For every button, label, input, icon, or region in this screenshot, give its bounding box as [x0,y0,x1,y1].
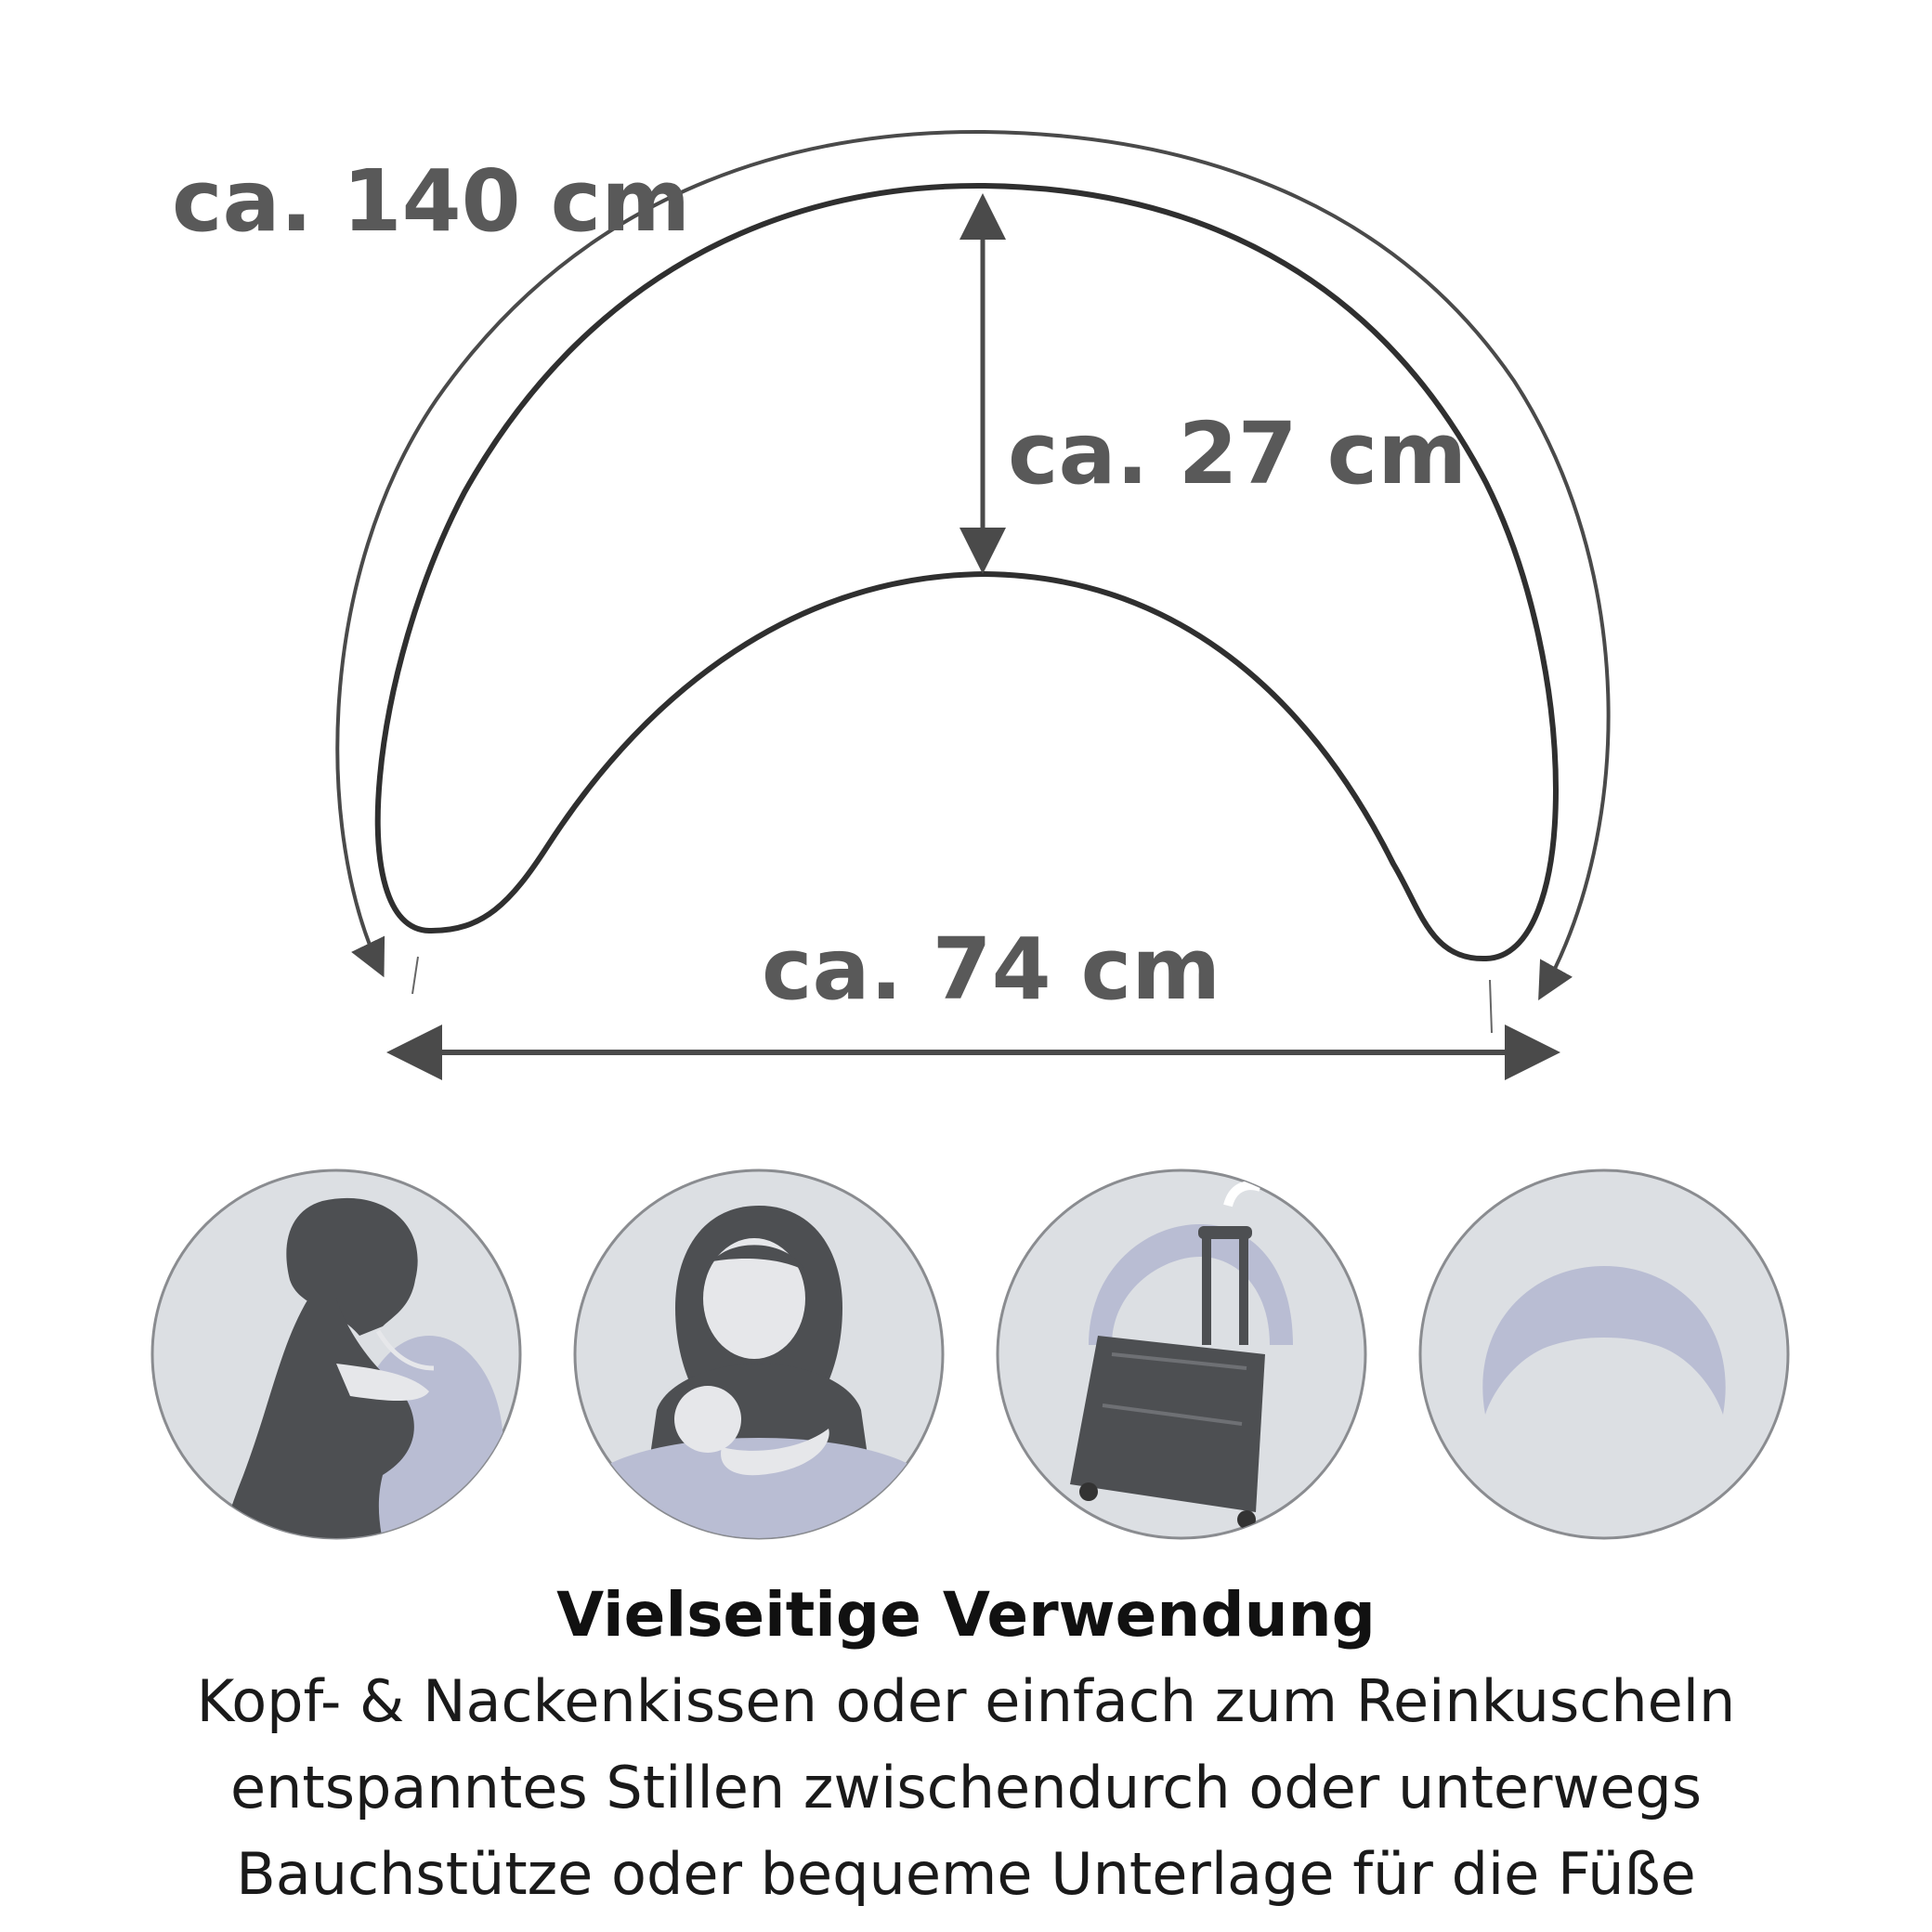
caption-line-breastfeeding: entspanntes Stillen zwischendurch oder unterwegs [229,1754,1703,1821]
usage-icons-row [0,1161,1932,1551]
caption-line-belly-support: Bauchstütze oder bequeme Unterlage für die Füße [236,1840,1696,1908]
pillow-shape-icon [1418,1168,1790,1540]
caption-title: Vielseitige Verwendung [556,1579,1376,1651]
breastfeeding-icon [573,1168,945,1540]
width-tick-left [412,957,418,994]
travel-suitcase-icon [996,1168,1367,1540]
width-label: ca. 74 cm [762,920,1221,1019]
pregnant-woman-icon [150,1168,522,1540]
width-tick-right [1490,980,1492,1033]
length-label: ca. 140 cm [172,151,691,251]
length-measure-arc [337,132,1608,994]
caption-line-head-neck: Kopf- & Nackenkissen oder einfach zum Reinkuscheln [196,1667,1736,1735]
pillow-outline [378,186,1556,959]
depth-label: ca. 27 cm [1008,404,1468,503]
